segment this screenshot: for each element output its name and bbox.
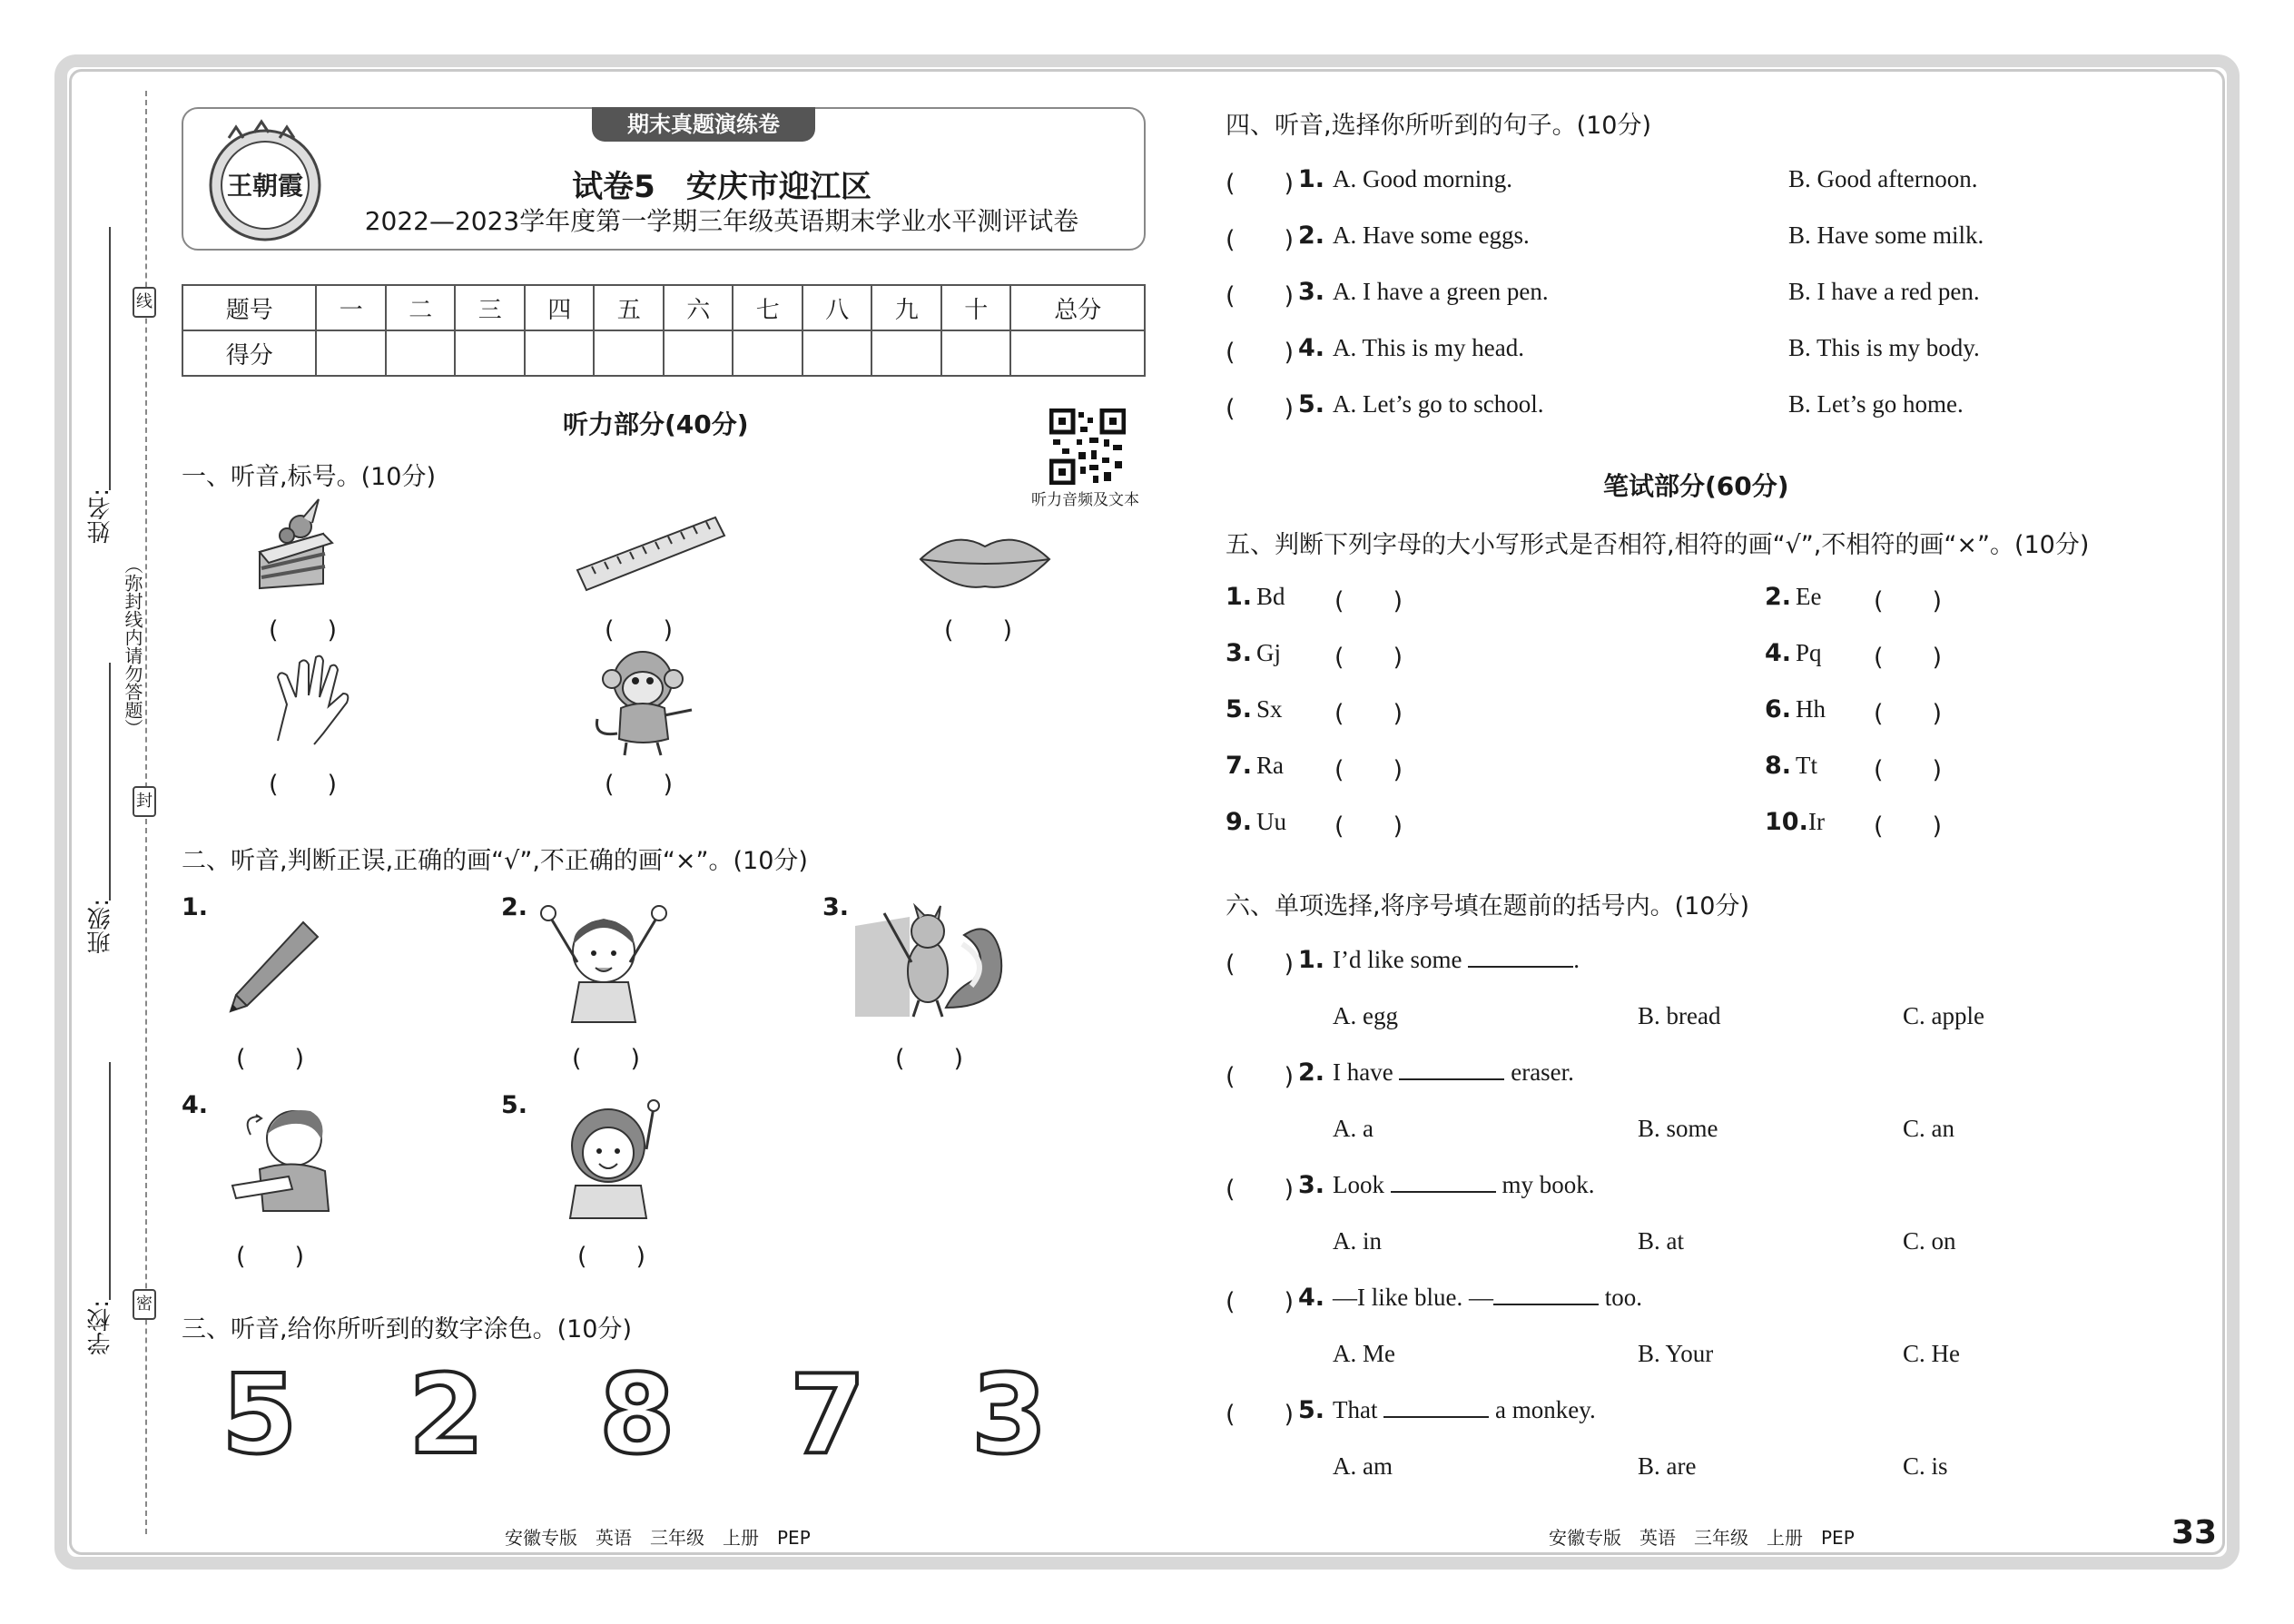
s6-option-c-2: C. an	[1903, 1115, 1954, 1142]
s2-answer-paren-5[interactable]: ( )	[577, 1243, 646, 1271]
s5-letters-3: Gj	[1256, 639, 1281, 666]
s2-num-2: 2.	[501, 893, 528, 921]
writing-title: 笔试部分(60分)	[1603, 471, 1789, 501]
s5-answer-paren-1[interactable]: ( )	[1334, 587, 1403, 615]
s5-num-5: 5.	[1226, 695, 1253, 723]
s5-answer-paren-6[interactable]: ( )	[1874, 700, 1943, 728]
s5-answer-paren-10[interactable]: ( )	[1874, 812, 1943, 841]
s5-num-9: 9.	[1226, 808, 1253, 836]
s5-letters-6: Hh	[1796, 695, 1826, 723]
s4-num-3: 3.	[1298, 278, 1325, 306]
s6-option-c-1: C. apple	[1903, 1002, 1984, 1029]
s5-title: 五、判断下列字母的大小写形式是否相符,相符的画“√”,不相符的画“×”。(10分)	[1226, 531, 2090, 559]
s2-answer-paren-3[interactable]: ( )	[895, 1045, 964, 1073]
s2-answer-paren-2[interactable]: ( )	[572, 1045, 641, 1073]
s5-answer-paren-3[interactable]: ( )	[1334, 644, 1403, 672]
name-label: 姓名:	[87, 488, 114, 544]
s6-answer-paren-4[interactable]: ( )	[1226, 1288, 1295, 1316]
school-field[interactable]	[109, 1062, 111, 1300]
s4-option-b-2: B. Have some milk.	[1788, 221, 1984, 249]
s6-option-c-4: C. He	[1903, 1340, 1960, 1367]
score-table	[182, 284, 1146, 377]
score-cell[interactable]	[316, 330, 386, 376]
s4-option-b-5: B. Let’s go home.	[1788, 390, 1964, 418]
boy-writing-icon	[223, 1098, 341, 1216]
score-cell[interactable]	[941, 330, 1011, 376]
s6-num-3: 3.	[1298, 1171, 1325, 1199]
s5-letters-2: Ee	[1796, 583, 1822, 610]
s4-option-a-2: A. Have some eggs.	[1333, 221, 1530, 249]
s1-answer-paren-3[interactable]: ( )	[944, 616, 1013, 645]
score-cell[interactable]	[664, 330, 733, 376]
monkey-icon	[585, 643, 703, 761]
score-cell[interactable]	[594, 330, 664, 376]
s6-answer-paren-2[interactable]: ( )	[1226, 1063, 1295, 1091]
s6-num-4: 4.	[1298, 1284, 1325, 1312]
header-tab: 期末真题演练卷	[592, 107, 815, 142]
s2-num-1: 1.	[182, 893, 209, 921]
s2-answer-paren-4[interactable]: ( )	[236, 1243, 305, 1271]
score-header: 十	[941, 285, 1011, 330]
s4-option-b-1: B. Good afternoon.	[1788, 165, 1978, 192]
s6-question-2: I have eraser.	[1333, 1058, 1574, 1086]
ruler-icon	[574, 514, 728, 595]
s6-title: 六、单项选择,将序号填在题前的括号内。(10分)	[1226, 892, 1750, 920]
s5-letters-9: Uu	[1256, 808, 1286, 835]
school-label: 学校:	[87, 1300, 114, 1355]
s5-num-10: 10.	[1765, 808, 1808, 836]
s6-option-c-3: C. on	[1903, 1227, 1956, 1255]
score-header: 九	[871, 285, 941, 330]
score-header: 五	[594, 285, 664, 330]
girl-arms-up-icon	[536, 899, 672, 1026]
s1-answer-paren-1[interactable]: ( )	[269, 616, 338, 645]
s6-question-4: —I like blue. — too.	[1333, 1284, 1642, 1311]
s4-option-a-4: A. This is my head.	[1333, 334, 1524, 361]
s2-num-3: 3.	[822, 893, 850, 921]
s1-answer-paren-4[interactable]: ( )	[269, 771, 338, 799]
s6-question-1: I’d like some .	[1333, 946, 1580, 973]
score-cell[interactable]	[733, 330, 802, 376]
s6-option-a-3: A. in	[1333, 1227, 1382, 1255]
s1-answer-paren-5[interactable]: ( )	[605, 771, 674, 799]
binding-note: （弥封线内请勿答题）	[122, 556, 143, 737]
s5-answer-paren-4[interactable]: ( )	[1874, 644, 1943, 672]
score-row-label: 得分	[182, 330, 316, 376]
score-value-row	[182, 330, 1145, 376]
girl-curly-hair-icon	[556, 1095, 665, 1222]
s5-num-8: 8.	[1765, 752, 1792, 780]
s5-letters-5: Sx	[1256, 695, 1283, 723]
digit-outline[interactable]: 8	[599, 1353, 675, 1479]
score-header: 七	[733, 285, 802, 330]
s4-answer-paren-4[interactable]: ( )	[1226, 339, 1295, 367]
answer-blank[interactable]	[1391, 1173, 1496, 1193]
squirrel-icon	[855, 899, 1019, 1026]
score-header: 六	[664, 285, 733, 330]
binding-tag-xian: 线	[133, 287, 156, 318]
cake-icon	[251, 497, 341, 597]
s6-option-a-5: A. am	[1333, 1452, 1393, 1480]
s6-num-2: 2.	[1298, 1058, 1325, 1087]
qr-caption: 听力音频及文本	[1031, 491, 1139, 509]
s6-answer-paren-5[interactable]: ( )	[1226, 1401, 1295, 1429]
s6-option-a-1: A. egg	[1333, 1002, 1398, 1029]
qr-code-icon	[1049, 408, 1126, 485]
s3-title: 三、听音,给你所听到的数字涂色。(10分)	[182, 1315, 633, 1343]
paper-title: 试卷5 安庆市迎江区	[572, 169, 871, 205]
binding-tag-mi: 密	[133, 1289, 156, 1320]
pencil-icon	[223, 917, 323, 1017]
s4-num-2: 2.	[1298, 221, 1325, 250]
s6-option-b-3: B. at	[1638, 1227, 1684, 1255]
score-cell[interactable]	[1010, 330, 1145, 376]
score-cell[interactable]	[455, 330, 525, 376]
s4-answer-paren-2[interactable]: ( )	[1226, 226, 1295, 254]
s5-num-3: 3.	[1226, 639, 1253, 667]
s5-answer-paren-7[interactable]: ( )	[1334, 756, 1403, 784]
digit-outline[interactable]: 3	[971, 1353, 1048, 1479]
mouth-icon	[917, 528, 1053, 592]
s5-num-7: 7.	[1226, 752, 1253, 780]
s5-letters-10: Ir	[1808, 808, 1825, 835]
score-header: 总分	[1010, 285, 1145, 330]
s5-answer-paren-8[interactable]: ( )	[1874, 756, 1943, 784]
s5-answer-paren-5[interactable]: ( )	[1334, 700, 1403, 728]
s5-num-4: 4.	[1765, 639, 1792, 667]
s4-answer-paren-5[interactable]: ( )	[1226, 395, 1295, 423]
s2-title: 二、听音,判断正误,正确的画“√”,不正确的画“×”。(10分)	[182, 847, 808, 875]
score-cell[interactable]	[386, 330, 456, 376]
s2-num-4: 4.	[182, 1091, 209, 1119]
s6-option-b-5: B. are	[1638, 1452, 1697, 1480]
answer-blank[interactable]	[1399, 1060, 1504, 1080]
s4-num-4: 4.	[1298, 334, 1325, 362]
s5-letters-8: Tt	[1796, 752, 1817, 779]
digit-outline[interactable]: 5	[222, 1353, 298, 1479]
s5-num-1: 1.	[1226, 583, 1253, 611]
s5-num-2: 2.	[1765, 583, 1792, 611]
answer-blank[interactable]	[1493, 1285, 1599, 1305]
logo-text: 王朝霞	[226, 171, 304, 201]
s4-num-5: 5.	[1298, 390, 1325, 418]
s1-title: 一、听音,标号。(10分)	[182, 463, 437, 491]
binding-tag-feng: 封	[133, 786, 156, 817]
score-cell[interactable]	[802, 330, 872, 376]
digit-outline[interactable]: 7	[790, 1353, 866, 1479]
s6-option-b-4: B. Your	[1638, 1340, 1714, 1367]
s6-answer-paren-3[interactable]: ( )	[1226, 1176, 1295, 1204]
score-header: 题号	[182, 285, 316, 330]
answer-blank[interactable]	[1468, 948, 1573, 968]
s6-question-3: Look my book.	[1333, 1171, 1595, 1198]
score-header: 八	[802, 285, 872, 330]
s6-num-5: 5.	[1298, 1396, 1325, 1424]
s5-letters-7: Ra	[1256, 752, 1284, 779]
score-header: 四	[525, 285, 595, 330]
s6-question-5: That a monkey.	[1333, 1396, 1596, 1423]
s6-answer-paren-1[interactable]: ( )	[1226, 950, 1295, 979]
s4-answer-paren-1[interactable]: ( )	[1226, 170, 1295, 198]
score-header: 二	[386, 285, 456, 330]
class-field[interactable]	[109, 663, 111, 901]
s4-option-a-1: A. Good morning.	[1333, 165, 1512, 192]
s6-option-a-2: A. a	[1333, 1115, 1373, 1142]
hand-icon	[260, 650, 359, 750]
listening-title: 听力部分(40分)	[563, 409, 749, 439]
answer-blank[interactable]	[1383, 1398, 1489, 1418]
s2-answer-paren-1[interactable]: ( )	[236, 1045, 305, 1073]
s6-option-b-1: B. bread	[1638, 1002, 1721, 1029]
publisher-logo	[194, 118, 336, 243]
score-header: 一	[316, 285, 386, 330]
name-field[interactable]	[109, 227, 111, 490]
s4-option-b-3: B. I have a red pen.	[1788, 278, 1980, 305]
s4-answer-paren-3[interactable]: ( )	[1226, 282, 1295, 310]
footer-left: 安徽专版 英语 三年级 上册 PEP	[505, 1527, 811, 1549]
s5-letters-1: Bd	[1256, 583, 1285, 610]
class-label: 班级:	[87, 899, 114, 954]
s5-num-6: 6.	[1765, 695, 1792, 723]
s2-num-5: 5.	[501, 1091, 528, 1119]
score-cell[interactable]	[871, 330, 941, 376]
s6-option-c-5: C. is	[1903, 1452, 1948, 1480]
score-header-row	[182, 285, 1145, 330]
s6-option-a-4: A. Me	[1333, 1340, 1395, 1367]
s5-answer-paren-2[interactable]: ( )	[1874, 587, 1943, 615]
s6-num-1: 1.	[1298, 946, 1325, 974]
s1-answer-paren-2[interactable]: ( )	[605, 616, 674, 645]
s6-option-b-2: B. some	[1638, 1115, 1718, 1142]
s5-letters-4: Pq	[1796, 639, 1822, 666]
s4-option-b-4: B. This is my body.	[1788, 334, 1980, 361]
s5-answer-paren-9[interactable]: ( )	[1334, 812, 1403, 841]
paper-subtitle: 2022—2023学年度第一学期三年级英语期末学业水平测评试卷	[364, 206, 1079, 236]
s4-option-a-3: A. I have a green pen.	[1333, 278, 1549, 305]
score-cell[interactable]	[525, 330, 595, 376]
page-number: 33	[2171, 1514, 2218, 1551]
s4-title: 四、听音,选择你所听到的句子。(10分)	[1226, 112, 1652, 140]
footer-right: 安徽专版 英语 三年级 上册 PEP	[1549, 1527, 1855, 1549]
s4-num-1: 1.	[1298, 165, 1325, 193]
score-header: 三	[455, 285, 525, 330]
s4-option-a-5: A. Let’s go to school.	[1333, 390, 1544, 418]
digit-outline[interactable]: 2	[409, 1353, 485, 1479]
